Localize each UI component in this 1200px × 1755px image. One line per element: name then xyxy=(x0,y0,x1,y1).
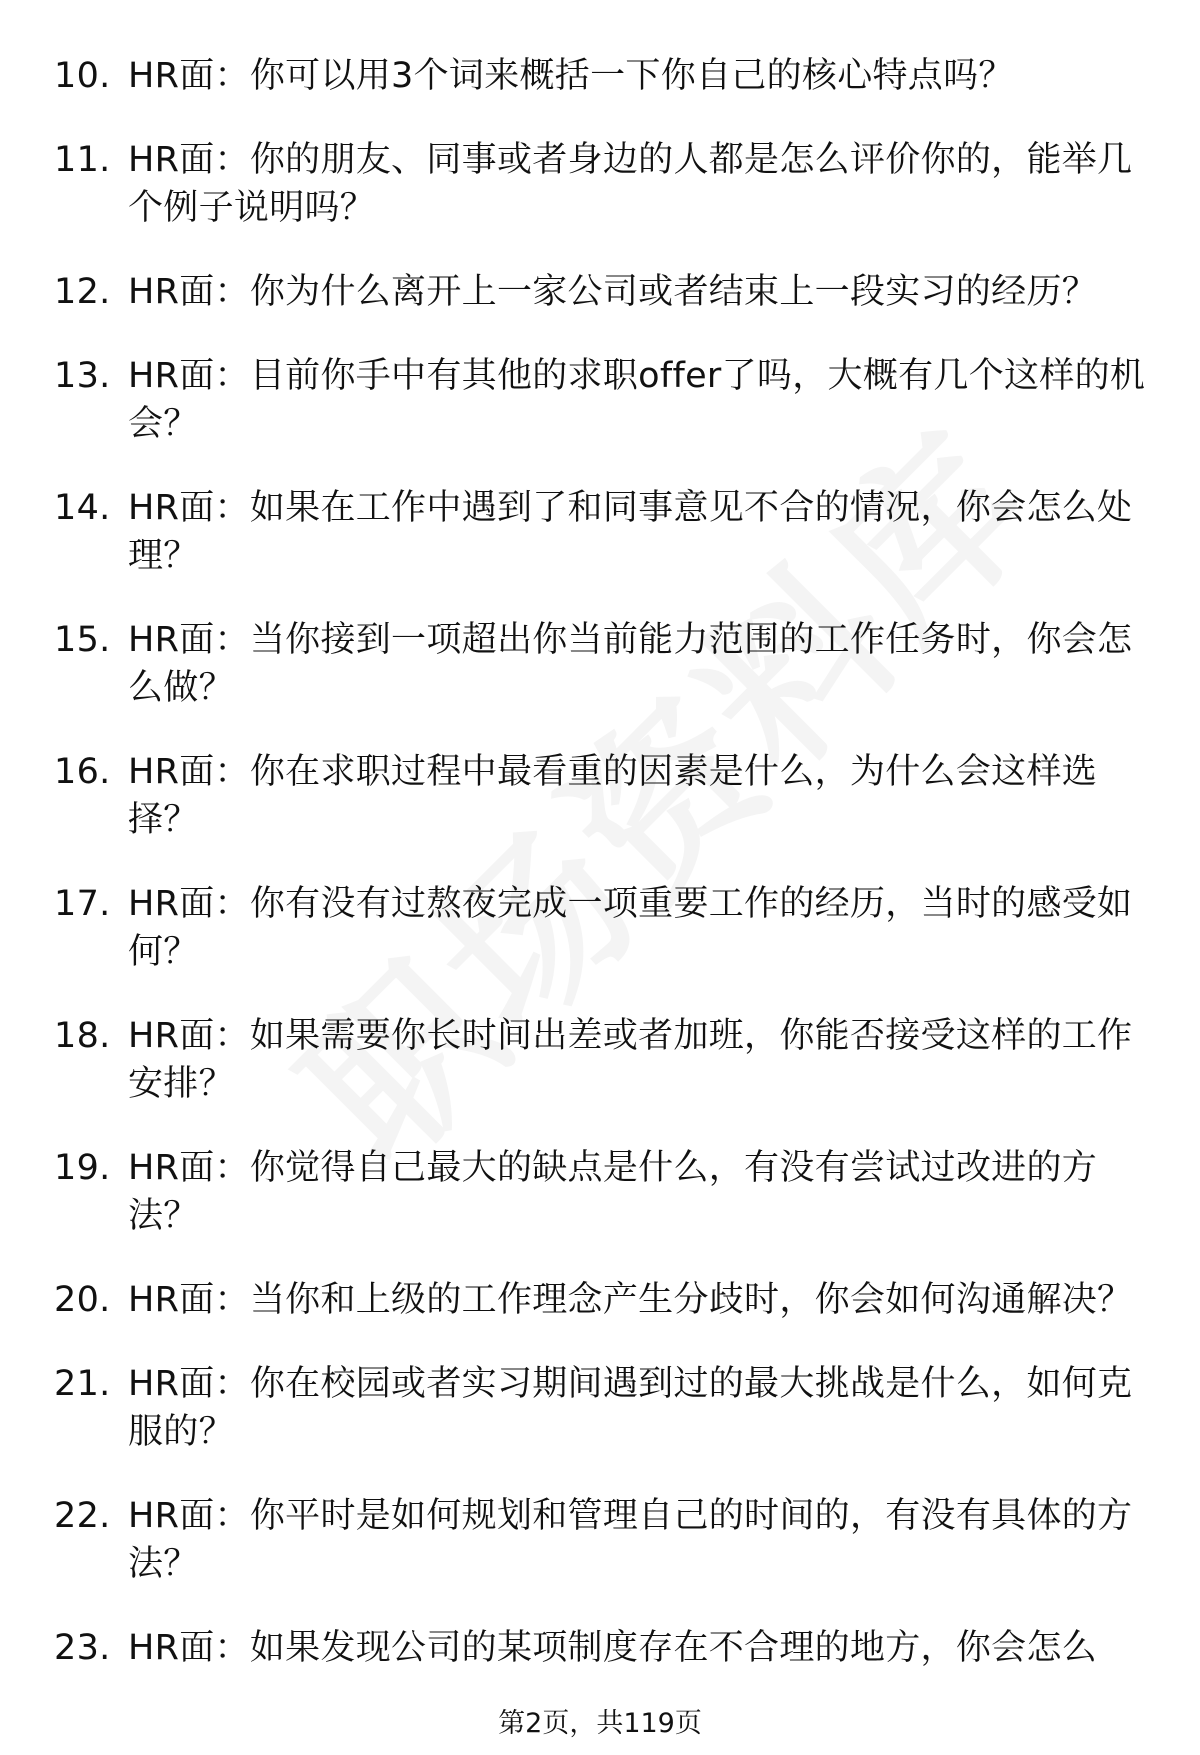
question-item xyxy=(0,52,1200,100)
page-footer: 第2页，共119页 xyxy=(498,1708,702,1739)
question-text: HR面：你在校园或者实习期间遇到过的最大挑战是什么，如何克服的？ xyxy=(128,1364,1133,1452)
question-number: 10. xyxy=(54,56,111,96)
question-text: HR面：当你接到一项超出你当前能力范围的工作任务时，你会怎么做？ xyxy=(128,620,1133,708)
question-item xyxy=(0,1360,1200,1456)
question-text: HR面：当你和上级的工作理念产生分歧时，你会如何沟通解决？ xyxy=(128,1280,1133,1320)
question-number: 16. xyxy=(54,752,111,792)
question-number: 20. xyxy=(54,1280,111,1320)
question-item xyxy=(0,1276,1200,1324)
question-text: HR面：你觉得自己最大的缺点是什么，有没有尝试过改进的方法？ xyxy=(128,1148,1098,1236)
question-item xyxy=(0,352,1200,448)
question-item xyxy=(0,1624,1200,1672)
question-number: 12. xyxy=(54,272,111,312)
question-item xyxy=(0,484,1200,580)
question-item xyxy=(0,880,1200,976)
question-text: HR面：你在求职过程中最看重的因素是什么，为什么会这样选择？ xyxy=(128,752,1098,840)
question-number: 23. xyxy=(54,1628,111,1668)
question-item xyxy=(0,136,1200,232)
question-text: HR面：你有没有过熬夜完成一项重要工作的经历，当时的感受如何？ xyxy=(128,884,1133,972)
question-number: 21. xyxy=(54,1364,111,1404)
question-text: HR面：你可以用3个词来概括一下你自己的核心特点吗？ xyxy=(128,56,1014,96)
question-number: 18. xyxy=(54,1016,111,1056)
question-text: HR面：如果发现公司的某项制度存在不合理的地方，你会怎么 xyxy=(128,1628,1098,1668)
question-number: 11. xyxy=(54,140,111,180)
question-text: HR面：如果在工作中遇到了和同事意见不合的情况，你会怎么处理？ xyxy=(128,488,1133,576)
question-item xyxy=(0,268,1200,316)
question-item xyxy=(0,1492,1200,1588)
question-item xyxy=(0,748,1200,844)
question-text: HR面：你平时是如何规划和管理自己的时间的，有没有具体的方法？ xyxy=(128,1496,1133,1584)
question-number: 17. xyxy=(54,884,111,924)
question-item xyxy=(0,616,1200,712)
question-number: 19. xyxy=(54,1148,111,1188)
question-number: 22. xyxy=(54,1496,111,1536)
question-number: 14. xyxy=(54,488,111,528)
question-item xyxy=(0,1012,1200,1108)
question-item xyxy=(0,1144,1200,1240)
question-number: 13. xyxy=(54,356,111,396)
question-text: HR面：目前你手中有其他的求职offer了吗，大概有几个这样的机会？ xyxy=(128,356,1146,444)
question-number: 15. xyxy=(54,620,111,660)
question-text: HR面：如果需要你长时间出差或者加班，你能否接受这样的工作安排？ xyxy=(128,1016,1133,1104)
question-text: HR面：你为什么离开上一家公司或者结束上一段实习的经历？ xyxy=(128,272,1098,312)
question-list xyxy=(0,52,1200,1708)
question-text: HR面：你的朋友、同事或者身边的人都是怎么评价你的，能举几个例子说明吗？ xyxy=(128,140,1133,228)
